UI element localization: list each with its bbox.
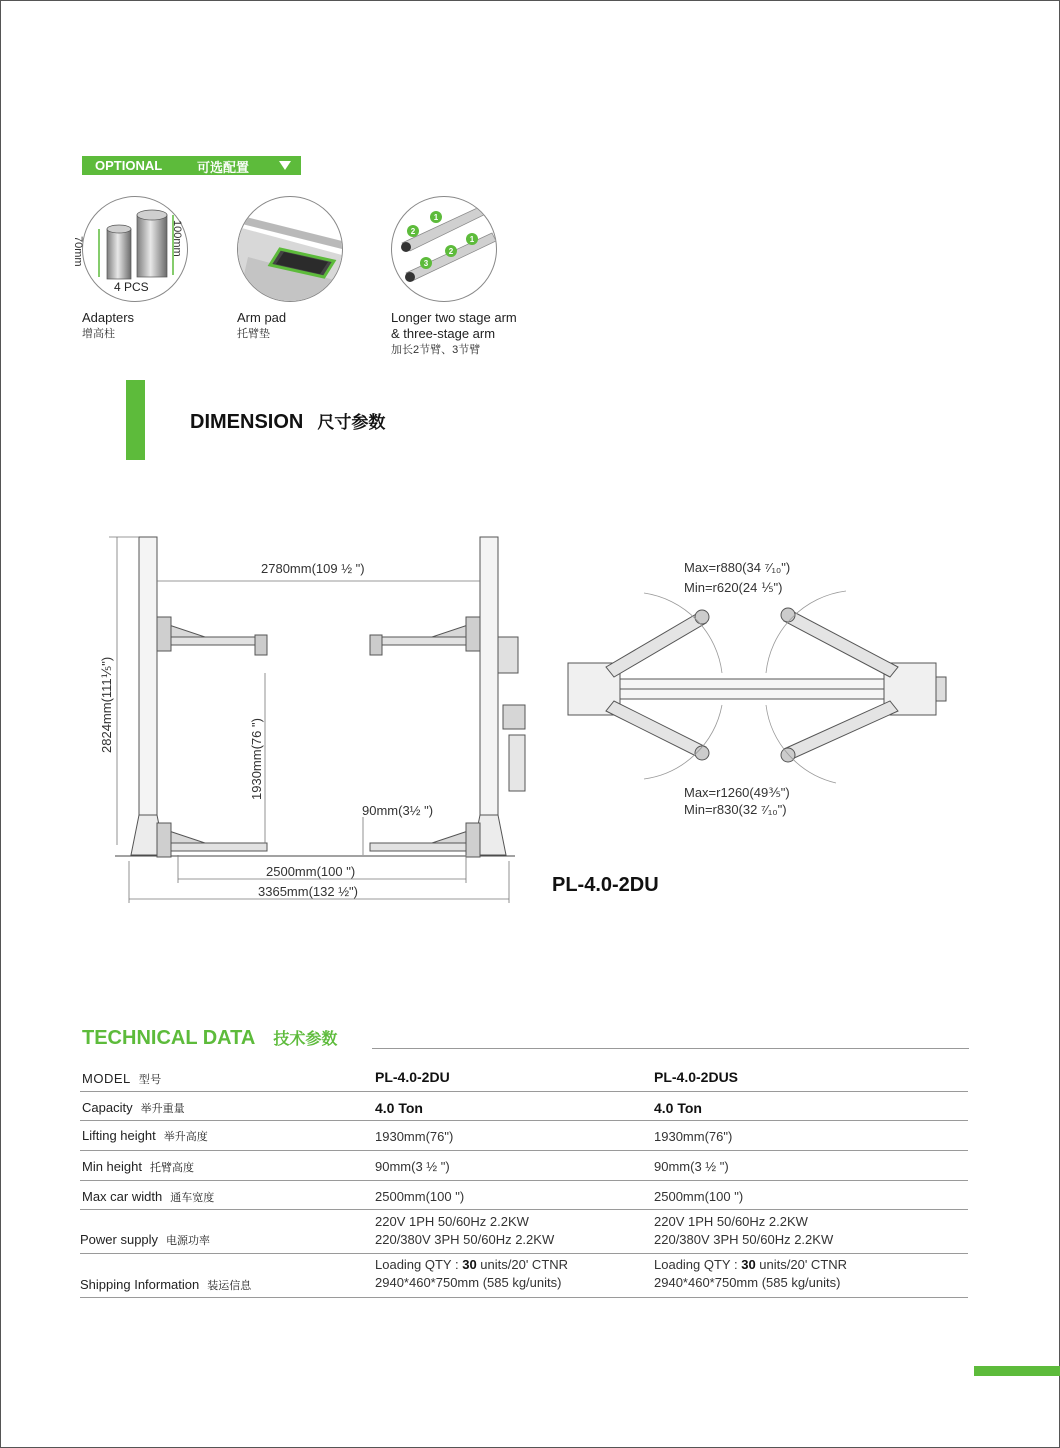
table-row: Shipping Information 装运信息 Loading QTY : 30 units/20' CTNR 2940*460*750mm (585 kg/units) Loading QTY : 30 units/20' CTNR 2940*460*750mm (585 kg/units)	[80, 1254, 968, 1298]
dimension-title	[190, 408, 385, 434]
arm-badge-3: 1	[469, 235, 475, 244]
longer-arm-name-en-1: Longer two stage arm	[391, 310, 517, 325]
arm-badge-5: 3	[423, 259, 429, 268]
adapters-name-en: Adapters	[82, 310, 135, 325]
corner-accent-bar	[974, 1366, 1060, 1376]
arm-pad-name-en: Arm pad	[237, 310, 287, 325]
adapters-pcs: 4 PCS	[114, 280, 149, 294]
optional-banner	[82, 156, 301, 175]
longer-arm-name-cn: 加长2节臂、3节臂	[391, 344, 481, 356]
dim-drive-width: 2500mm(100 ")	[266, 864, 356, 879]
table-row: Min height 托臂高度 90mm(3 ½ ") 90mm(3 ½ ")	[80, 1151, 968, 1181]
arm-pad-image	[237, 196, 343, 302]
header-col1: PL-4.0-2DU	[375, 1069, 450, 1085]
arm-badge-4: 2	[448, 247, 454, 256]
dim-min-height: 90mm(3½ ")	[362, 803, 434, 818]
table-header-row	[80, 1064, 968, 1092]
dimension-title-cn: 尺寸参数	[317, 413, 386, 432]
table-row: Power supply 电源功率 220V 1PH 50/60Hz 2.2KW 220/380V 3PH 50/60Hz 2.2KW 220V 1PH 50/60Hz 2.2KW 220/380V 3PH 50/60Hz 2.2KW	[80, 1210, 968, 1254]
header-label: MODEL 型号	[82, 1071, 162, 1086]
top-long-max: Max=r1260(49⅗")	[684, 785, 790, 800]
front-view-drawing	[95, 525, 540, 915]
top-short-max: Max=r880(34 ⁷⁄₁₀")	[684, 560, 791, 575]
arm-badge-1: 1	[433, 213, 439, 222]
optional-label-cn: 可选配置	[197, 160, 250, 175]
dim-lift-height: 1930mm(76 ")	[249, 718, 264, 800]
top-short-min: Min=r620(24 ⅕")	[684, 580, 783, 595]
technical-title-cn: 技术参数	[273, 1031, 338, 1048]
adapters-caption	[82, 310, 134, 342]
technical-title-rule	[372, 1048, 969, 1049]
header-col2: PL-4.0-2DUS	[654, 1069, 739, 1085]
technical-title-en: TECHNICAL DATA	[82, 1027, 256, 1049]
technical-table	[80, 1064, 968, 1298]
dim-inner-width: 2780mm(109 ½ ")	[261, 561, 365, 576]
model-name: PL-4.0-2DU	[552, 874, 659, 896]
table-row: Max car width 通车宽度 2500mm(100 ") 2500mm(100 ")	[80, 1181, 968, 1210]
optional-label-en: OPTIONAL	[95, 158, 163, 173]
arm-badge-2: 2	[410, 227, 416, 236]
adapter-size-short: 70mm	[72, 236, 84, 267]
dim-overall-height: 2824mm(111⅕")	[99, 656, 114, 753]
triangle-down-icon	[279, 161, 291, 170]
top-long-min: Min=r830(32 ⁷⁄₁₀")	[684, 802, 787, 817]
longer-arm-name-en-2: & three-stage arm	[391, 326, 496, 341]
longer-arm-caption	[391, 310, 517, 358]
table-row: Lifting height 举升高度 1930mm(76") 1930mm(76")	[80, 1121, 968, 1151]
longer-arm-image	[391, 196, 497, 302]
top-view-drawing	[560, 555, 950, 825]
arm-pad-caption	[237, 310, 286, 342]
dimension-title-en: DIMENSION	[190, 411, 304, 433]
adapter-size-tall: 100mm	[171, 220, 183, 257]
technical-title	[82, 1026, 337, 1050]
adapters-name-cn: 增高柱	[82, 328, 115, 340]
dimension-accent-bar	[126, 380, 145, 460]
dim-overall-width: 3365mm(132 ½")	[258, 884, 358, 899]
arm-pad-name-cn: 托臂垫	[237, 328, 270, 340]
table-row: Capacity 举升重量 4.0 Ton 4.0 Ton	[80, 1092, 968, 1121]
